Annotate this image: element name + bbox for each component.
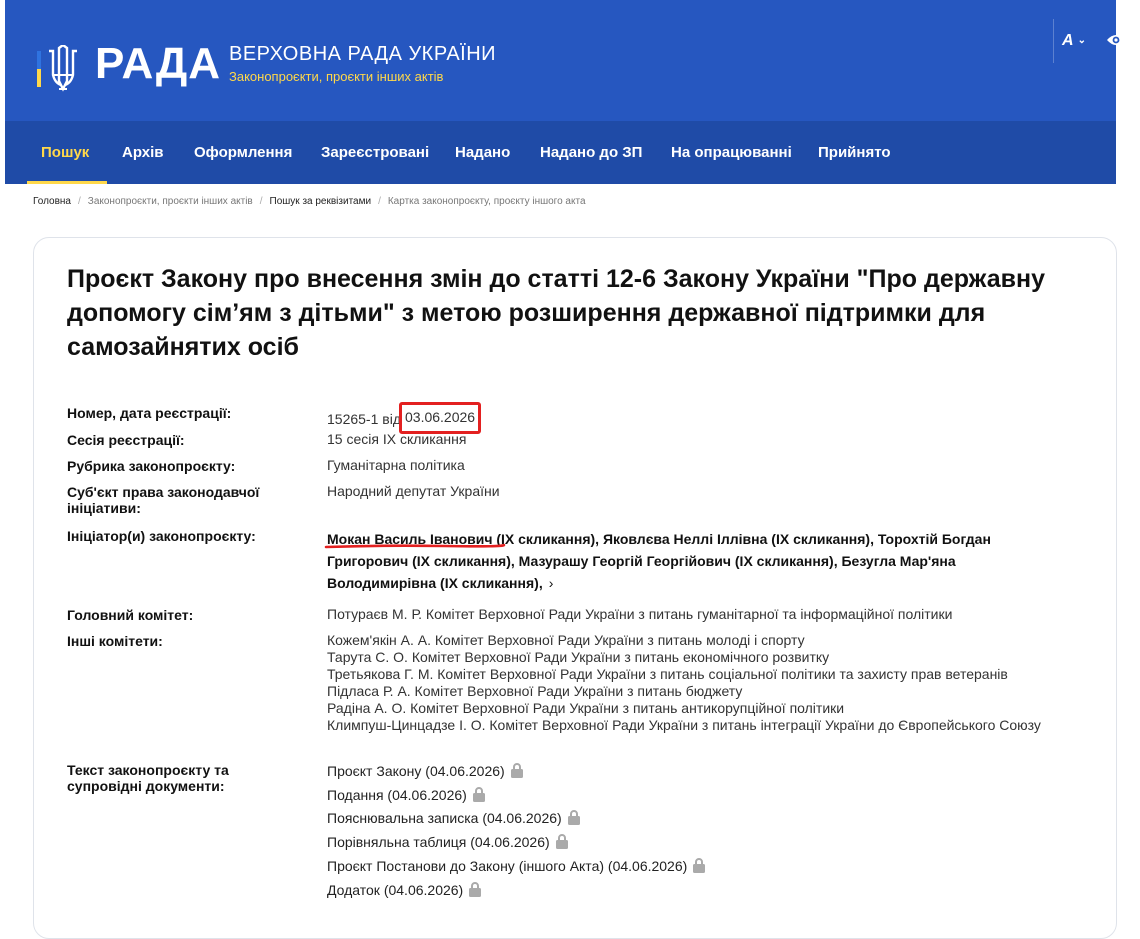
breadcrumb-separator: / xyxy=(259,196,263,207)
font-size-toggle[interactable] xyxy=(1062,31,1086,51)
breadcrumb-separator: / xyxy=(78,196,81,207)
chevron-right-icon[interactable]: › xyxy=(548,575,554,591)
site-subtitle: Законопроєкти, проєкти інших актів xyxy=(229,69,444,84)
document-item xyxy=(327,763,523,780)
value-main-committee: Потураєв М. Р. Комітет Верховної Ради України з питань гуманітарної та інформаційної політики xyxy=(327,606,953,622)
label-rubric: Рубрика законопроєкту: xyxy=(67,458,236,474)
site-header xyxy=(5,0,1116,121)
label-session: Сесія реєстрації: xyxy=(67,432,185,448)
eye-icon[interactable] xyxy=(1106,33,1126,47)
breadcrumb-home[interactable]: Головна xyxy=(33,196,71,207)
page-frame xyxy=(5,0,1116,911)
breadcrumb-search-by-details[interactable]: Пошук за реквізитами xyxy=(269,196,372,207)
initiator-link[interactable]: Мазурашу Георгій Георгійович (IX скликання) xyxy=(518,553,834,569)
nav-item-registered[interactable]: Зареєстровані xyxy=(321,144,430,161)
breadcrumb xyxy=(33,196,586,208)
value-subject: Народний депутат України xyxy=(327,483,500,499)
other-committee-item: Третьякова Г. М. Комітет Верховної Ради України з питань соціальної політики та захисту прав ветеранів xyxy=(327,666,1008,682)
nav-item-search[interactable]: Пошук xyxy=(41,144,90,161)
chevron-down-icon: ⌄ xyxy=(1077,35,1086,46)
breadcrumb-current: Картка законопроєкту, проєкту іншого акта xyxy=(387,196,586,207)
other-committee-item: Тарута С. О. Комітет Верховної Ради України з питань економічного розвитку xyxy=(327,649,830,665)
other-committee-item: Підласа Р. А. Комітет Верховної Ради України з питань бюджету xyxy=(327,683,743,699)
document-item xyxy=(327,787,485,804)
label-other-committees: Інші комітети: xyxy=(67,633,163,649)
accessibility-tools xyxy=(1053,19,1117,63)
lock-icon xyxy=(556,834,568,849)
document-link[interactable]: Порівняльна таблиця (04.06.2026) xyxy=(327,834,550,850)
breadcrumb-separator: / xyxy=(378,196,381,207)
nav-item-archive[interactable]: Архів xyxy=(122,144,164,161)
lock-icon xyxy=(511,763,523,778)
registration-date-highlight xyxy=(399,402,481,434)
value-rubric: Гуманітарна політика xyxy=(327,457,465,473)
label-subject: Суб'єкт права законодавчої ініціативи: xyxy=(67,484,260,516)
value-session: 15 сесія IX скликання xyxy=(327,431,467,447)
document-item xyxy=(327,858,705,875)
label-main-committee: Головний комітет: xyxy=(67,607,194,623)
initiator-link[interactable]: Яковлєва Неллі Іллівна (IX скликання) xyxy=(602,531,871,547)
trident-logo-icon[interactable] xyxy=(35,45,91,93)
other-committee-item: Климпуш-Цинцадзе І. О. Комітет Верховної Ради України з питань інтеграції України до Європейського Союзу xyxy=(327,717,1041,733)
lock-icon xyxy=(693,858,705,873)
lock-icon xyxy=(568,810,580,825)
nav-item-drafting[interactable]: Оформлення xyxy=(194,144,293,161)
registration-date: 03.06.2026 xyxy=(405,409,476,425)
document-item xyxy=(327,882,481,899)
label-number-date: Номер, дата реєстрації: xyxy=(67,405,232,421)
other-committee-item: Кожем'якін А. А. Комітет Верховної Ради України з питань молоді і спорту xyxy=(327,632,805,648)
initiator-link[interactable]: Мокан Василь Іванович (IX скликання) xyxy=(327,531,596,547)
document-link[interactable]: Проєкт Постанови до Закону (іншого Акта) (04.06.2026) xyxy=(327,858,688,874)
font-size-letter: A xyxy=(1062,32,1074,49)
document-item xyxy=(327,834,568,851)
nav-item-adopted[interactable]: Прийнято xyxy=(818,144,891,161)
logo-wordmark[interactable]: РАДА xyxy=(95,39,222,88)
document-link[interactable]: Подання (04.06.2026) xyxy=(327,787,467,803)
label-initiators: Ініціатор(и) законопроєкту: xyxy=(67,528,256,544)
initiator-link[interactable]: Безугла Мар'яна Володимирівна (IX скликання) xyxy=(327,553,956,591)
page-title: Проєкт Закону про внесення змін до статті 12-6 Закону України "Про державну допомогу сім’ям з дітьми" з метою розширення державної підтримки для самозайнятих осіб xyxy=(67,265,1045,361)
other-committee-item: Радіна А. О. Комітет Верховної Ради України з питань антикорупційної політики xyxy=(327,700,845,716)
active-tab-indicator xyxy=(27,181,107,184)
document-link[interactable]: Додаток (04.06.2026) xyxy=(327,882,464,898)
nav-item-submitted-to-plenary[interactable]: Надано до ЗП xyxy=(540,144,643,161)
initiator-link[interactable]: Торохтій Богдан Григорович (IX скликання) xyxy=(327,531,991,569)
lock-icon xyxy=(469,882,481,897)
bill-number: 15265-1 від xyxy=(327,411,401,427)
red-underline-annotation xyxy=(324,543,506,549)
site-title[interactable]: ВЕРХОВНА РАДА УКРАЇНИ xyxy=(229,43,497,65)
document-link[interactable]: Проєкт Закону (04.06.2026) xyxy=(327,763,505,779)
document-item xyxy=(327,810,580,827)
document-link[interactable]: Пояснювальна записка (04.06.2026) xyxy=(327,810,562,826)
lock-icon xyxy=(473,787,485,802)
breadcrumb-bills[interactable]: Законопроєкти, проєкти інших актів xyxy=(87,196,253,207)
main-nav xyxy=(5,121,1116,184)
nav-item-in-processing[interactable]: На опрацюванні xyxy=(671,144,792,161)
initiators-list: Мокан Василь Іванович (IX скликання), Яковлєва Неллі Іллівна (IX скликання), Торохтій Богдан Григорович (IX скликання), Мазурашу Георгій Георгійович (IX скликання), Безугла Мар'яна Володимирівна (IX скликання), › xyxy=(327,531,991,591)
nav-item-submitted[interactable]: Надано xyxy=(455,144,511,161)
label-documents: Текст законопроєкту та супровідні документи: xyxy=(67,762,229,794)
